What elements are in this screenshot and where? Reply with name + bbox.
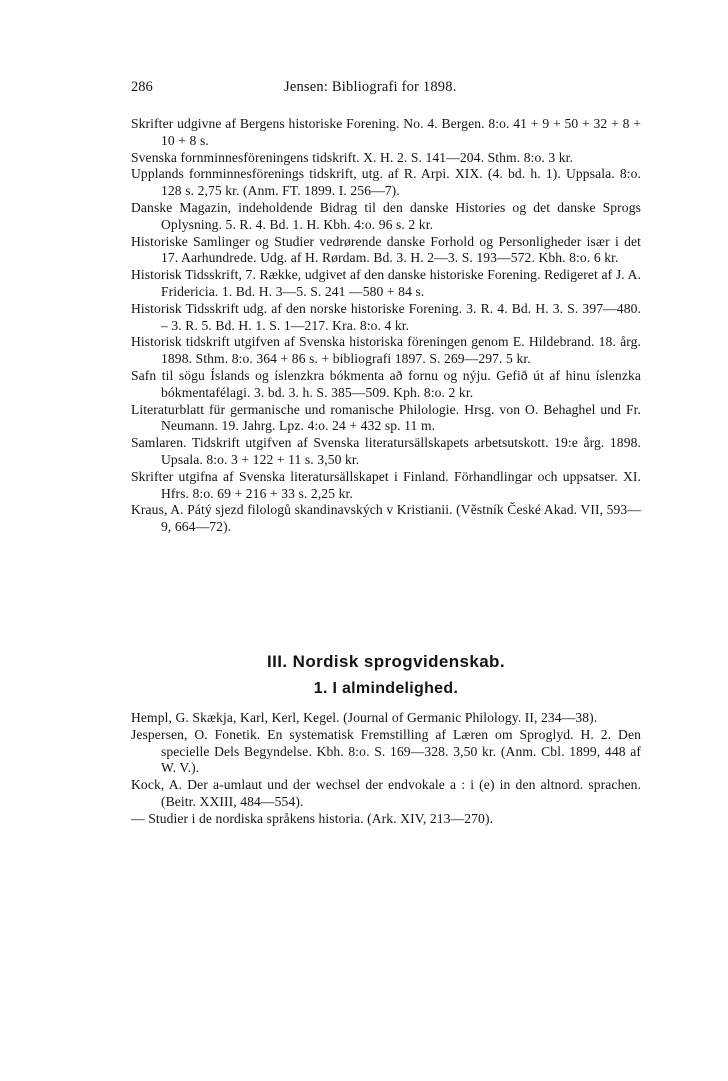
bibliography-entry: Historisk tidskrift utgifven af Svenska historiska föreningen genom E. Hildebrand. 18. årg. 1898. Sthm. 8:o. 364 + 86 s. + bibliografi 1897. S. 269—297. 5 kr.	[131, 334, 641, 367]
bibliography-entry: Svenska fornminnesföreningens tidskrift. X. H. 2. S. 141—204. Sthm. 8:o. 3 kr.	[131, 149, 574, 165]
bibliography-list-2	[131, 710, 641, 828]
bibliography-entry: Samlaren. Tidskrift utgifven af Svenska literatursällskapets arbetsutskott. 19:e årg. 1898. Upsala. 8:o. 3 + 122 + 11 s. 3,50 kr.	[131, 435, 641, 467]
section-heading: III. Nordisk sprogvidenskab.	[267, 652, 505, 671]
bibliography-entry: Kock, A. Der a-umlaut und der wechsel der endvokale a : i (e) in den altnord. sprachen. (Beitr. XXIII, 484—554).	[131, 777, 641, 809]
bibliography-entry: Historisk Tidsskrift, 7. Række, udgivet af den danske historiske Forening. Redigeret af J. A. Fridericia. 1. Bd. H. 3—5. S. 241 —580 + 84 s.	[131, 267, 641, 299]
bibliography-entry: Skrifter udgivne af Bergens historiske Forening. No. 4. Bergen. 8:o. 41 + 9 + 50 + 32 + 8 + 10 + 8 s.	[131, 116, 641, 148]
bibliography-entry: — Studier i de nordiska språkens historia. (Ark. XIV, 213—270).	[131, 810, 494, 826]
bibliography-entry: Jespersen, O. Fonetik. En systematisk Fremstilling af Læren om Sproglyd. H. 2. Den specielle Dels Begyndelse. Kbh. 8:o. S. 169—328. 3,50 kr. (Anm. Cbl. 1899, 448 af W. V.).	[131, 726, 641, 776]
bibliography-entry: Historiske Samlinger og Studier vedrørende danske Forhold og Personligheder især i det 17. Aarhundrede. Udg. af H. Rørdam. Bd. 3. H. 2—3. S. 193—572. Kbh. 8:o. 6 kr.	[131, 233, 641, 266]
subsection-heading: 1. I almindelighed.	[313, 680, 459, 697]
bibliography-entry: Literaturblatt für germanische und romanische Philologie. Hrsg. von O. Behaghel und Fr. Neumann. 19. Jahrg. Lpz. 4:o. 24 + 432 sp. 11 m.	[131, 401, 641, 434]
running-head	[131, 79, 641, 99]
bibliography-entry: Skrifter utgifna af Svenska literatursällskapet i Finland. Förhandlingar och uppsatser. XI. Hfrs. 8:o. 69 + 216 + 33 s. 2,25 kr.	[131, 468, 641, 501]
running-title: Jensen: Bibliografi for 1898.	[284, 79, 457, 95]
bibliography-entry: Hempl, G. Skækja, Karl, Kerl, Kegel. (Journal of Germanic Philology. II, 234—38).	[131, 710, 598, 725]
bibliography-list	[131, 116, 641, 536]
page-number: 286	[131, 79, 153, 95]
bibliography-entry: Kraus, A. Pátý sjezd filologů skandinavských v Kristianii. (Věstník České Akad. VII, 593—9, 664—72).	[131, 502, 641, 535]
bibliography-entry: Safn til sögu Íslands og íslenzkra bókmenta að fornu og nýju. Gefið út af hinu íslenzka bókmentafélagi. 3. bd. 3. h. S. 385—509. Kph. 8:o. 2 kr.	[131, 367, 641, 400]
bibliography-entry: Historisk Tidsskrift udg. af den norske historiske Forening. 3. R. 4. Bd. H. 3. S. 397—480. – 3. R. 5. Bd. H. 1. S. 1—217. Kra. 8:o. 4 kr.	[131, 300, 641, 333]
bibliography-entry: Danske Magazin, indeholdende Bidrag til den danske Histories og det danske Sprogs Oplysning. 5. R. 4. Bd. 1. H. Kbh. 4:o. 96 s. 2 kr.	[131, 199, 641, 232]
bibliography-entry: Upplands fornminnesförenings tidskrift, utg. af R. Arpi. XIX. (4. bd. h. 1). Uppsala. 8:o. 128 s. 2,75 kr. (Anm. FT. 1899. I. 256—7).	[131, 166, 641, 199]
